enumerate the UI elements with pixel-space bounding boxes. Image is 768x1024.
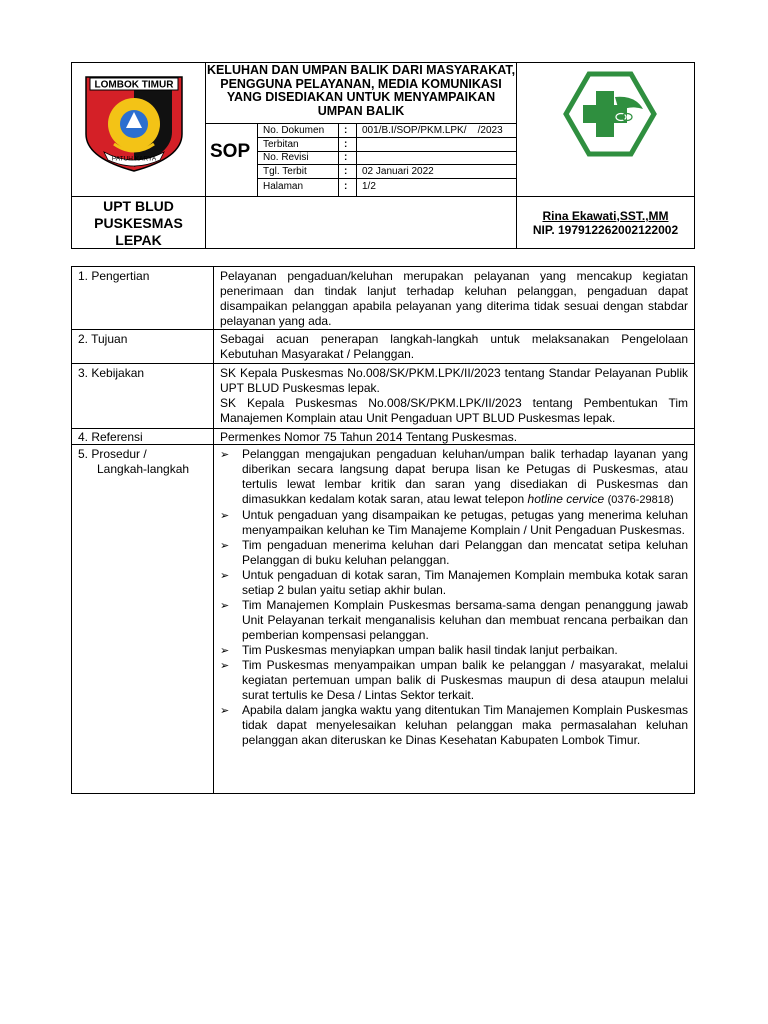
- procedure-step: ➢ Pelanggan mengajukan pengaduan keluhan/umpan balik terhadap layanan yang diberikan secara langsung dapat berupa lisan ke Petugas di Puskesmas, atau tertulis lewat lembar kritik dan saran yang disediakan di Puskesmas dan dimasukkan kedalam kotak saran, atau lewat telepon hotline cervice (0376-29818): [220, 447, 688, 508]
- meta-key: No. Revisi: [263, 152, 309, 163]
- puskesmas-logo: [563, 71, 657, 157]
- meta-key: No. Dokumen: [263, 125, 325, 136]
- section-label-tujuan: 2. Tujuan: [78, 332, 128, 346]
- procedure-step: ➢ Apabila dalam jangka waktu yang ditentukan Tim Manajemen Komplain Puskesmas tidak dapat menyelesaikan keluhan pelanggan maka permasalahan keluhan pelanggan akan diteruskan ke Dinas Kesehatan Kabupaten Lombok Timur.: [220, 703, 688, 748]
- meta-value: 02 Januari 2022: [362, 166, 434, 177]
- meta-row-revision: [258, 151, 517, 165]
- sop-label: SOP: [210, 141, 251, 162]
- meta-row-page: [258, 180, 517, 194]
- section-content-pengertian: [220, 269, 688, 329]
- section-content-tujuan: [220, 332, 688, 362]
- section-content-prosedur: [220, 447, 688, 748]
- procedure-step: ➢ Tim Puskesmas menyiapkan umpan balik hasil tindak lanjut perbaikan.: [220, 643, 688, 658]
- meta-colon: :: [344, 139, 348, 150]
- paragraph: Pelayanan pengaduan/keluhan merupakan pelayanan yang mencakup kegiatan penerimaan dan tindak lanjut terhadap keluhan pelanggan, pengaduan dapat disampaikan pelanggan apabila pelayanan yang diterima tidak sesuai dengan stabdar pelayanan yang ada.: [220, 269, 688, 328]
- meta-key: Terbitan: [263, 139, 299, 150]
- label-line: Langkah-langkah: [97, 462, 190, 476]
- section-label-pengertian: 1. Pengertian: [78, 269, 150, 283]
- paragraph: Sebagai acuan penerapan langkah-langkah untuk melaksanakan Pengelolaan Kebutuhan Masyarakat / Pelanggan.: [220, 332, 688, 361]
- section-label-kebijakan: 3. Kebijakan: [78, 366, 145, 380]
- meta-colon: :: [344, 166, 348, 177]
- meta-colon: :: [344, 125, 348, 136]
- procedure-step: ➢ Tim pengaduan menerima keluhan dari Pelanggan dan mencatat setipa keluhan Pelanggan di buku keluhan pelanggan.: [220, 538, 688, 568]
- signer-name: Rina Ekawati,SST.,MM: [542, 209, 669, 223]
- sop-title: KELUHAN DAN UMPAN BALIK DARI MASYARAKAT, PENGGUNA PELAYANAN, MEDIA KOMUNIKASI YANG DISEDIAKAN UNTUK MENYAMPAIKAN UMPAN BALIK: [206, 63, 516, 118]
- paragraph: Permenkes Nomor 75 Tahun 2014 Tentang Puskesmas.: [220, 430, 518, 444]
- meta-row-document-number: [258, 124, 517, 138]
- hotline-text: hotline cervice: [527, 492, 605, 506]
- procedure-steps: [220, 447, 688, 748]
- section-label-prosedur: [78, 447, 212, 477]
- procedure-step: ➢ Untuk pengaduan yang disampaikan ke petugas, petugas yang menerima keluhan menyampaikan keluhan ke Tim Manajeme Komplain / Unit Pengaduan Puskesmas.: [220, 508, 688, 538]
- meta-value: 1/2: [362, 181, 376, 192]
- signer-nip: NIP. 197912262002122002: [532, 223, 679, 237]
- meta-value: 001/B.I/SOP/PKM.LPK/ /2023: [362, 125, 503, 136]
- section-label-referensi: 4. Referensi: [78, 430, 143, 444]
- district-label: LOMBOK TIMUR: [94, 79, 174, 91]
- organization-name: UPT BLUD PUSKESMAS LEPAK: [94, 198, 183, 248]
- paragraph: SK Kepala Puskesmas No.008/SK/PKM.LPK/II/2023 tentang Pembentukan Tim Manajemen Komplain atau Unit Pengaduan UPT BLUD Puskesmas lepak.: [220, 396, 688, 425]
- meta-colon: :: [344, 152, 348, 163]
- section-content-referensi: [220, 430, 688, 445]
- section-content-kebijakan: [220, 366, 688, 426]
- procedure-step: ➢ Untuk pengaduan di kotak saran, Tim Manajemen Komplain membuka kotak saran setiap 2 bulan yaitu setiap akhir bulan.: [220, 568, 688, 598]
- procedure-step: ➢ Tim Manajemen Komplain Puskesmas bersama-sama dengan penanggung jawab Unit Pelayanan terkait menganalisis keluhan dan membuat rencana perbaikan dan pemberian kompensasi pelanggan.: [220, 598, 688, 643]
- label-line: 5. Prosedur /: [78, 447, 147, 461]
- meta-key: Tgl. Terbit: [263, 166, 307, 177]
- meta-colon: :: [344, 181, 348, 192]
- paragraph: SK Kepala Puskesmas No.008/SK/PKM.LPK/II/2023 tentang Standar Pelayanan Publik UPT BLUD Puskesmas lepak.: [220, 366, 688, 395]
- procedure-step: ➢ Tim Puskesmas menyampaikan umpan balik ke pelanggan / masyarakat, melalui kegiatan pertemuan umpan balik di Puskesmas maupun di desa ataupun melalui surat tertulis ke Desa / Lintas Sektor terkait.: [220, 658, 688, 703]
- emblem-motto: PATUH KARYA: [111, 155, 157, 163]
- meta-row-issue-date: [258, 165, 517, 179]
- lombok-timur-emblem: [84, 74, 184, 174]
- meta-key: Halaman: [263, 181, 304, 192]
- hotline-number: (0376-29818): [607, 494, 674, 506]
- meta-row-terbitan: [258, 138, 517, 152]
